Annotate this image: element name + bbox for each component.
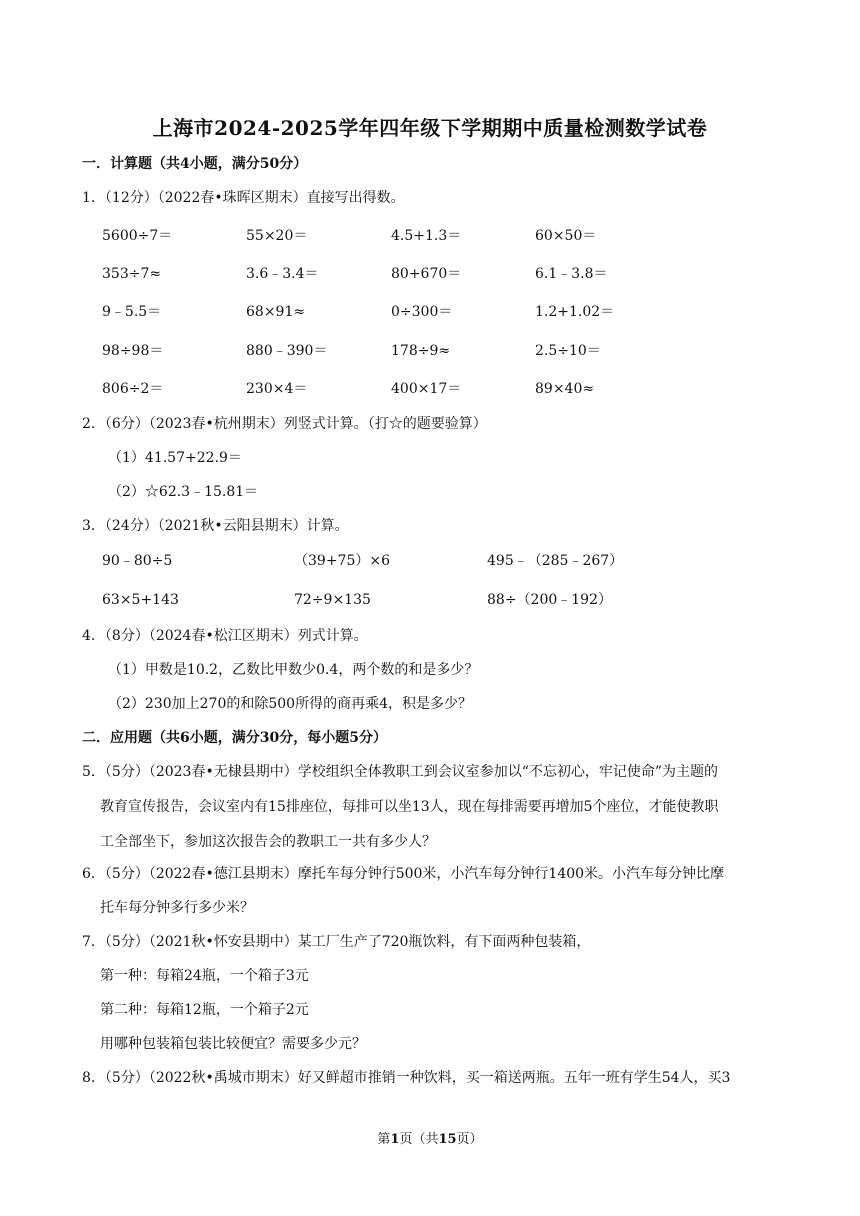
page-footer [0, 1128, 860, 1147]
q7-line: 7．（5分）（2021秋•怀安县期中）某工厂生产了720瓶饮料，有下面两种包装箱， [82, 934, 591, 950]
q1-cell: 880﹣390＝ [246, 343, 328, 359]
footer-prefix: 第 [377, 1132, 391, 1147]
q4-item: （1）甲数是10.2，乙数比甲数少0.4，两个数的和是多少？ [108, 662, 479, 678]
q1-cell: 68×91≈ [246, 304, 306, 320]
section2-header: 二．应用题（共6小题，满分30分，每小题5分） [82, 730, 387, 746]
q1-cell: 5600÷7＝ [102, 228, 173, 244]
q4-item: （2）230加上270的和除500所得的商再乘4，积是多少？ [108, 696, 472, 712]
q2-stem: 2．（6分）（2023春•杭州期末）列竖式计算。（打☆的题要验算） [82, 416, 487, 432]
q1-cell: 4.5+1.3＝ [391, 228, 462, 244]
q1-cell: 9﹣5.5＝ [102, 304, 162, 320]
q1-cell: 353÷7≈ [102, 266, 162, 282]
footer-page-number: 1 [390, 1132, 400, 1147]
q1-cell: 230×4＝ [246, 381, 308, 397]
q7-line: 用哪种包装箱包装比较便宜？需要多少元？ [100, 1036, 366, 1052]
q1-cell: 55×20＝ [246, 228, 308, 244]
footer-suffix: 页） [456, 1132, 483, 1147]
q1-cell: 400×17＝ [391, 381, 462, 397]
footer-total-pages: 15 [438, 1132, 457, 1147]
q3-cell: 88÷（200﹣192） [487, 592, 612, 608]
q2-item: （2）☆62.3﹣15.81＝ [108, 484, 259, 500]
q3-stem: 3．（24分）（2021秋•云阳县期末）计算。 [82, 518, 349, 534]
q4-stem: 4．（8分）（2024春•松江区期末）列式计算。 [82, 628, 368, 644]
q6-line: 托车每分钟多行多少米？ [100, 900, 254, 916]
q1-cell: 6.1﹣3.8＝ [535, 266, 608, 282]
q1-cell: 806÷2＝ [102, 381, 164, 397]
q3-cell: 495﹣（285﹣267） [487, 553, 624, 569]
q3-cell: 63×5+143 [102, 592, 179, 608]
q1-stem: 1．（12分）（2022春•珠晖区期末）直接写出得数。 [82, 190, 405, 206]
q6-line: 6．（5分）（2022春•德江县期末）摩托车每分钟行500米，小汽车每分钟行1400米。小汽车每分钟比摩 [82, 866, 725, 882]
q1-cell: 89×40≈ [535, 381, 595, 397]
q8-line: 8．（5分）（2022秋•禹城市期末）好又鲜超市推销一种饮料，买一箱送两瓶。五年一班有学生54人，买3 [82, 1070, 731, 1086]
section1-header: 一．计算题（共4小题，满分50分） [82, 156, 308, 172]
q1-cell: 0÷300＝ [391, 304, 453, 320]
q1-cell: 3.6﹣3.4＝ [246, 266, 319, 282]
q5-line: 教育宣传报告，会议室内有15排座位，每排可以坐13人，现在每排需要再增加5个座位，才能使教职 [100, 799, 719, 815]
q1-cell: 2.5÷10＝ [535, 343, 601, 359]
page-title: 上海市2024-2025学年四年级下学期期中质量检测数学试卷 [152, 116, 708, 140]
q5-line: 5．（5分）（2023春•无棣县期中）学校组织全体教职工到会议室参加以“不忘初心，牢记使命”为主题的 [82, 764, 719, 780]
q3-cell: 72÷9×135 [294, 592, 371, 608]
q5-line: 工全部坐下，参加这次报告会的教职工一共有多少人？ [100, 834, 436, 850]
q1-cell: 178÷9≈ [391, 343, 451, 359]
q3-cell: 90﹣80÷5 [102, 553, 173, 569]
footer-middle: 页（共 [399, 1132, 439, 1147]
q1-cell: 1.2+1.02＝ [535, 304, 615, 320]
q2-item: （1）41.57+22.9＝ [108, 450, 242, 466]
q1-cell: 60×50＝ [535, 228, 597, 244]
q1-cell: 80+670＝ [391, 266, 462, 282]
q7-line: 第一种：每箱24瓶，一个箱子3元 [100, 968, 309, 984]
q7-line: 第二种：每箱12瓶，一个箱子2元 [100, 1002, 309, 1018]
q1-cell: 98÷98＝ [102, 343, 164, 359]
q3-cell: （39+75）×6 [294, 553, 390, 569]
